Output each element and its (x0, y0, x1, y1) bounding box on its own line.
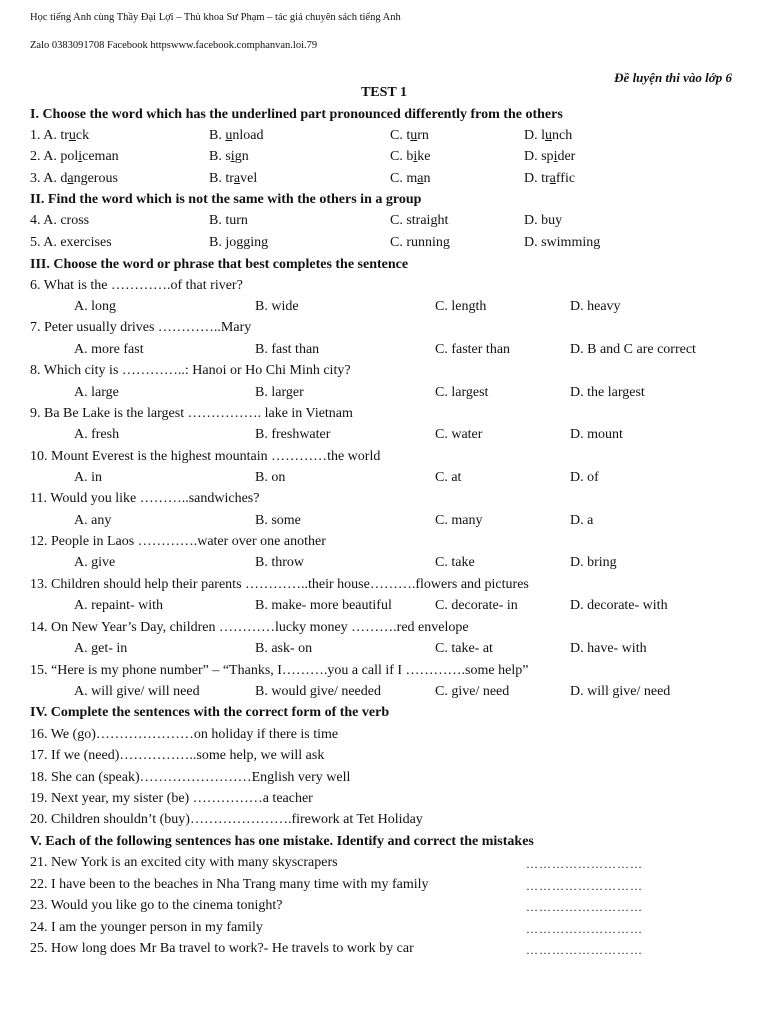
option-9b: B. freshwater (255, 427, 331, 442)
option-2c: C. bike (390, 149, 431, 164)
option-4b: B. turn (209, 213, 248, 228)
option-15c: C. give/ need (435, 684, 510, 699)
question-8: 8. Which city is …………..: Hanoi or Ho Chi Minh city? (30, 363, 351, 378)
question-10: 10. Mount Everest is the highest mountain …………the world (30, 449, 381, 464)
option-10a: A. in (74, 470, 102, 485)
option-4c: C. straight (390, 213, 449, 228)
option-1d: D. lunch (524, 128, 573, 143)
option-7a: A. more fast (74, 342, 144, 357)
option-6d: D. heavy (570, 299, 621, 314)
question-11: 11. Would you like ………..sandwiches? (30, 491, 260, 506)
option-12b: B. throw (255, 555, 304, 570)
option-10b: B. on (255, 470, 286, 485)
option-15b: B. would give/ needed (255, 684, 381, 699)
option-9a: A. fresh (74, 427, 120, 442)
option-12a: A. give (74, 555, 116, 570)
option-13a: A. repaint- with (74, 598, 164, 613)
question-22: 22. I have been to the beaches in Nha Trang many time with my family (30, 877, 429, 892)
option-3d: D. traffic (524, 171, 576, 186)
section-3-heading: III. Choose the word or phrase that best completes the sentence (30, 257, 409, 272)
exam-subtitle: Đề luyện thi vào lớp 6 (614, 70, 732, 85)
option-7c: C. faster than (435, 342, 511, 357)
section-4-heading: IV. Complete the sentences with the correct form of the verb (30, 705, 390, 720)
option-1a: 1. A. truck (30, 128, 90, 143)
option-8d: D. the largest (570, 385, 645, 400)
option-13b: B. make- more beautiful (255, 598, 392, 613)
option-2a: 2. A. policeman (30, 149, 119, 164)
option-6c: C. length (435, 299, 487, 314)
option-5a: 5. A. exercises (30, 235, 112, 250)
option-4d: D. buy (524, 213, 563, 228)
question-9: 9. Ba Be Lake is the largest ……………. lake in Vietnam (30, 406, 353, 421)
option-8c: C. largest (435, 385, 489, 400)
option-3c: C. man (390, 171, 431, 186)
option-2d: D. spider (524, 149, 576, 164)
question-20: 20. Children shouldn’t (buy)………………….firework at Tet Holiday (30, 812, 423, 827)
option-4a: 4. A. cross (30, 213, 90, 228)
option-2b: B. sign (209, 149, 249, 164)
question-23: 23. Would you like go to the cinema tonight? (30, 898, 283, 913)
question-21: 21. New York is an excited city with many skyscrapers (30, 855, 338, 870)
option-5c: C. running (390, 235, 450, 250)
option-15d: D. will give/ need (570, 684, 671, 699)
question-13: 13. Children should help their parents …………..their house……….flowers and pictures (30, 577, 529, 592)
option-10d: D. of (570, 470, 599, 485)
option-1c: C. turn (390, 128, 429, 143)
option-14a: A. get- in (74, 641, 128, 656)
option-1b: B. unload (209, 128, 264, 143)
option-12d: D. bring (570, 555, 617, 570)
question-25: 25. How long does Mr Ba travel to work?- He travels to work by car (30, 941, 414, 956)
test-title: TEST 1 (360, 85, 408, 100)
option-13c: C. decorate- in (435, 598, 518, 613)
option-9d: D. mount (570, 427, 623, 442)
answer-blank-23: ……………………… (526, 900, 643, 914)
question-7: 7. Peter usually drives …………..Mary (30, 320, 252, 335)
answer-blank-22: ……………………… (526, 879, 643, 893)
header-line-1: Học tiếng Anh cùng Thầy Đại Lợi – Thủ khoa Sư Phạm – tác giả chuyên sách tiếng Anh (30, 12, 401, 23)
question-15: 15. “Here is my phone number” – “Thanks, I……….you a call if I ………….some help” (30, 663, 529, 678)
question-16: 16. We (go)…………………on holiday if there is time (30, 727, 339, 742)
section-2-heading: II. Find the word which is not the same with the others in a group (30, 192, 422, 207)
option-7d: D. B and C are correct (570, 342, 696, 357)
section-1-heading: I. Choose the word which has the underlined part pronounced differently from the others (30, 107, 563, 122)
option-6b: B. wide (255, 299, 299, 314)
option-7b: B. fast than (255, 342, 320, 357)
question-12: 12. People in Laos ………….water over one another (30, 534, 326, 549)
option-14c: C. take- at (435, 641, 493, 656)
option-11b: B. some (255, 513, 301, 528)
option-8a: A. large (74, 385, 119, 400)
option-5d: D. swimming (524, 235, 601, 250)
option-14b: B. ask- on (255, 641, 313, 656)
option-14d: D. have- with (570, 641, 647, 656)
option-15a: A. will give/ will need (74, 684, 200, 699)
question-24: 24. I am the younger person in my family (30, 920, 263, 935)
section-5-heading: V. Each of the following sentences has one mistake. Identify and correct the mistakes (30, 834, 534, 849)
answer-blank-25: ……………………… (526, 943, 643, 957)
question-6: 6. What is the ………….of that river? (30, 278, 243, 293)
option-13d: D. decorate- with (570, 598, 668, 613)
option-12c: C. take (435, 555, 475, 570)
option-3b: B. travel (209, 171, 258, 186)
option-8b: B. larger (255, 385, 304, 400)
option-6a: A. long (74, 299, 116, 314)
option-11d: D. a (570, 513, 594, 528)
option-9c: C. water (435, 427, 483, 442)
option-11c: C. many (435, 513, 483, 528)
option-11a: A. any (74, 513, 112, 528)
question-18: 18. She can (speak)……………………English very well (30, 770, 351, 785)
answer-blank-24: ……………………… (526, 922, 643, 936)
answer-blank-21: ……………………… (526, 857, 643, 871)
question-17: 17. If we (need)……………..some help, we will ask (30, 748, 325, 763)
question-14: 14. On New Year’s Day, children …………lucky money ……….red envelope (30, 620, 469, 635)
header-line-2: Zalo 0383091708 Facebook httpswww.facebook.comphanvan.loi.79 (30, 40, 318, 51)
option-3a: 3. A. dangerous (30, 171, 118, 186)
question-19: 19. Next year, my sister (be) ……………a teacher (30, 791, 313, 806)
option-5b: B. jogging (209, 235, 269, 250)
option-10c: C. at (435, 470, 462, 485)
